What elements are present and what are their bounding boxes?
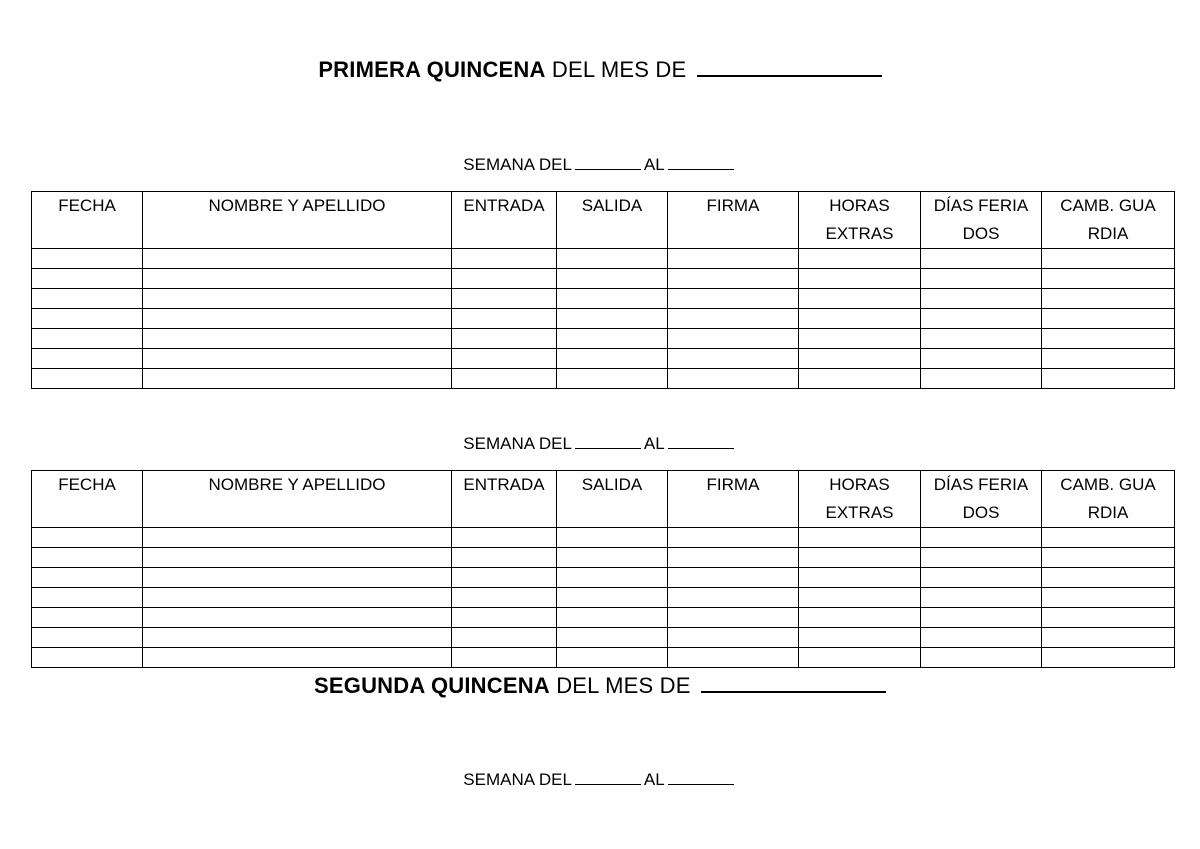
- table-cell[interactable]: [557, 608, 668, 628]
- table-cell[interactable]: [668, 528, 799, 548]
- month-blank[interactable]: [701, 673, 886, 693]
- table-cell[interactable]: [452, 588, 557, 608]
- table-cell[interactable]: [143, 309, 452, 329]
- table-cell[interactable]: [921, 568, 1042, 588]
- table-cell[interactable]: [452, 289, 557, 309]
- second-half-title-bold: SEGUNDA QUINCENA: [314, 673, 550, 698]
- table-cell[interactable]: [452, 369, 557, 389]
- week-3-label: [0, 770, 1200, 790]
- table-cell[interactable]: [1042, 309, 1175, 329]
- col-nombre: NOMBRE Y APELLIDO: [143, 471, 452, 528]
- table-cell[interactable]: [921, 548, 1042, 568]
- table-cell[interactable]: [143, 349, 452, 369]
- table-cell[interactable]: [452, 249, 557, 269]
- week-from-label: SEMANA DEL: [463, 434, 572, 453]
- table-cell[interactable]: [143, 528, 452, 548]
- table-cell[interactable]: [1042, 608, 1175, 628]
- table-cell[interactable]: [1042, 648, 1175, 668]
- table-cell[interactable]: [32, 528, 143, 548]
- table-cell[interactable]: [1042, 369, 1175, 389]
- table-row: [32, 628, 1175, 648]
- table-cell[interactable]: [32, 548, 143, 568]
- table-cell[interactable]: [921, 588, 1042, 608]
- col-firma: FIRMA: [668, 471, 799, 528]
- first-half-title-bold: PRIMERA QUINCENA: [318, 57, 546, 82]
- table-cell[interactable]: [452, 608, 557, 628]
- second-half-title-rest: DEL MES DE: [556, 673, 691, 698]
- table-row: [32, 369, 1175, 389]
- table-cell[interactable]: [32, 588, 143, 608]
- table-cell[interactable]: [799, 249, 921, 269]
- table-cell[interactable]: [143, 289, 452, 309]
- week-to-blank[interactable]: [668, 155, 734, 170]
- table-row: [32, 349, 1175, 369]
- table-cell[interactable]: [668, 548, 799, 568]
- table-row: [32, 269, 1175, 289]
- col-salida: SALIDA: [557, 471, 668, 528]
- table-row: [32, 249, 1175, 269]
- table-cell[interactable]: [799, 369, 921, 389]
- table-cell[interactable]: [668, 349, 799, 369]
- table-row: [32, 648, 1175, 668]
- table-cell[interactable]: [32, 329, 143, 349]
- table-cell[interactable]: [143, 329, 452, 349]
- table-cell[interactable]: [921, 309, 1042, 329]
- table-cell[interactable]: [668, 588, 799, 608]
- table-cell[interactable]: [557, 648, 668, 668]
- table-cell[interactable]: [799, 329, 921, 349]
- table-cell[interactable]: [668, 289, 799, 309]
- table-cell[interactable]: [799, 628, 921, 648]
- table-cell[interactable]: [799, 309, 921, 329]
- table-cell[interactable]: [921, 648, 1042, 668]
- table-cell[interactable]: [32, 648, 143, 668]
- table-cell[interactable]: [143, 628, 452, 648]
- week-2-rows: [32, 528, 1175, 668]
- week-to-blank[interactable]: [668, 434, 734, 449]
- first-half-title-rest: DEL MES DE: [551, 57, 687, 82]
- table-cell[interactable]: [557, 349, 668, 369]
- week-from-blank[interactable]: [575, 155, 641, 170]
- table-row: [32, 548, 1175, 568]
- table-cell[interactable]: [799, 349, 921, 369]
- table-cell[interactable]: [1042, 588, 1175, 608]
- table-cell[interactable]: [32, 289, 143, 309]
- table-cell[interactable]: [1042, 329, 1175, 349]
- table-header-row: [32, 471, 1175, 528]
- week-from-label: SEMANA DEL: [463, 770, 572, 789]
- table-row: [32, 588, 1175, 608]
- table-cell[interactable]: [921, 628, 1042, 648]
- table-cell[interactable]: [452, 648, 557, 668]
- table-cell[interactable]: [32, 309, 143, 329]
- week-1-rows: [32, 249, 1175, 389]
- col-dias-feriados: DÍAS FERIADOS: [921, 192, 1042, 249]
- table-cell[interactable]: [32, 628, 143, 648]
- table-cell[interactable]: [921, 528, 1042, 548]
- col-salida: SALIDA: [557, 192, 668, 249]
- table-header-row: [32, 192, 1175, 249]
- table-cell[interactable]: [799, 528, 921, 548]
- table-cell[interactable]: [143, 249, 452, 269]
- table-cell[interactable]: [668, 249, 799, 269]
- week-from-label: SEMANA DEL: [463, 155, 572, 174]
- table-cell[interactable]: [452, 568, 557, 588]
- table-cell[interactable]: [452, 349, 557, 369]
- col-entrada: ENTRADA: [452, 471, 557, 528]
- table-cell[interactable]: [452, 528, 557, 548]
- table-cell[interactable]: [921, 608, 1042, 628]
- table-cell[interactable]: [452, 628, 557, 648]
- table-row: [32, 289, 1175, 309]
- table-cell[interactable]: [799, 289, 921, 309]
- table-cell[interactable]: [1042, 289, 1175, 309]
- table-cell[interactable]: [557, 369, 668, 389]
- table-cell[interactable]: [452, 548, 557, 568]
- second-half-title: [0, 673, 1200, 699]
- week-to-label: AL: [643, 155, 665, 174]
- col-fecha: FECHA: [32, 471, 143, 528]
- table-cell[interactable]: [668, 269, 799, 289]
- table-cell[interactable]: [557, 289, 668, 309]
- week-2-table: [31, 470, 1175, 668]
- table-cell[interactable]: [799, 269, 921, 289]
- col-nombre: NOMBRE Y APELLIDO: [143, 192, 452, 249]
- table-row: [32, 568, 1175, 588]
- table-cell[interactable]: [799, 588, 921, 608]
- table-cell[interactable]: [668, 608, 799, 628]
- table-cell[interactable]: [1042, 349, 1175, 369]
- table-cell[interactable]: [143, 568, 452, 588]
- table-cell[interactable]: [452, 329, 557, 349]
- table-cell[interactable]: [921, 329, 1042, 349]
- table-cell[interactable]: [921, 349, 1042, 369]
- first-half-title: [0, 57, 1200, 83]
- week-from-blank[interactable]: [575, 770, 641, 785]
- table-cell[interactable]: [452, 309, 557, 329]
- table-cell[interactable]: [143, 548, 452, 568]
- table-cell[interactable]: [1042, 628, 1175, 648]
- table-cell[interactable]: [921, 269, 1042, 289]
- table-cell[interactable]: [1042, 568, 1175, 588]
- table-cell[interactable]: [668, 648, 799, 668]
- table-cell[interactable]: [668, 568, 799, 588]
- month-blank[interactable]: [697, 57, 882, 77]
- table-cell[interactable]: [1042, 528, 1175, 548]
- table-cell[interactable]: [32, 269, 143, 289]
- table-cell[interactable]: [799, 568, 921, 588]
- col-firma: FIRMA: [668, 192, 799, 249]
- table-cell[interactable]: [921, 369, 1042, 389]
- table-cell[interactable]: [452, 269, 557, 289]
- col-horas-extras: HORAS EXTRAS: [799, 471, 921, 528]
- table-cell[interactable]: [557, 249, 668, 269]
- table-row: [32, 528, 1175, 548]
- table-cell[interactable]: [143, 269, 452, 289]
- table-cell[interactable]: [799, 548, 921, 568]
- table-cell[interactable]: [1042, 249, 1175, 269]
- week-to-label: AL: [643, 434, 665, 453]
- col-fecha: FECHA: [32, 192, 143, 249]
- table-cell[interactable]: [557, 628, 668, 648]
- col-camb-guardia: CAMB. GUARDIA: [1042, 471, 1175, 528]
- table-cell[interactable]: [668, 309, 799, 329]
- table-cell[interactable]: [668, 628, 799, 648]
- table-cell[interactable]: [557, 309, 668, 329]
- table-cell[interactable]: [557, 568, 668, 588]
- table-cell[interactable]: [1042, 548, 1175, 568]
- table-cell[interactable]: [668, 329, 799, 349]
- table-cell[interactable]: [668, 369, 799, 389]
- table-row: [32, 309, 1175, 329]
- table-cell[interactable]: [32, 568, 143, 588]
- table-cell[interactable]: [143, 648, 452, 668]
- col-camb-guardia: CAMB. GUARDIA: [1042, 192, 1175, 249]
- table-cell[interactable]: [557, 528, 668, 548]
- table-cell[interactable]: [557, 548, 668, 568]
- table-row: [32, 608, 1175, 628]
- table-cell[interactable]: [557, 269, 668, 289]
- table-cell[interactable]: [799, 648, 921, 668]
- table-cell[interactable]: [143, 588, 452, 608]
- table-cell[interactable]: [921, 289, 1042, 309]
- table-cell[interactable]: [32, 249, 143, 269]
- col-horas-extras: HORAS EXTRAS: [799, 192, 921, 249]
- col-entrada: ENTRADA: [452, 192, 557, 249]
- table-cell[interactable]: [32, 349, 143, 369]
- table-cell[interactable]: [557, 329, 668, 349]
- table-row: [32, 329, 1175, 349]
- table-cell[interactable]: [143, 369, 452, 389]
- table-cell[interactable]: [32, 608, 143, 628]
- table-cell[interactable]: [921, 249, 1042, 269]
- table-cell[interactable]: [557, 588, 668, 608]
- table-cell[interactable]: [799, 608, 921, 628]
- week-1-label: [0, 155, 1200, 175]
- table-cell[interactable]: [1042, 269, 1175, 289]
- week-2-label: [0, 434, 1200, 454]
- week-to-blank[interactable]: [668, 770, 734, 785]
- table-cell[interactable]: [32, 369, 143, 389]
- table-cell[interactable]: [143, 608, 452, 628]
- week-1-table: [31, 191, 1175, 389]
- week-from-blank[interactable]: [575, 434, 641, 449]
- week-to-label: AL: [643, 770, 665, 789]
- col-dias-feriados: DÍAS FERIADOS: [921, 471, 1042, 528]
